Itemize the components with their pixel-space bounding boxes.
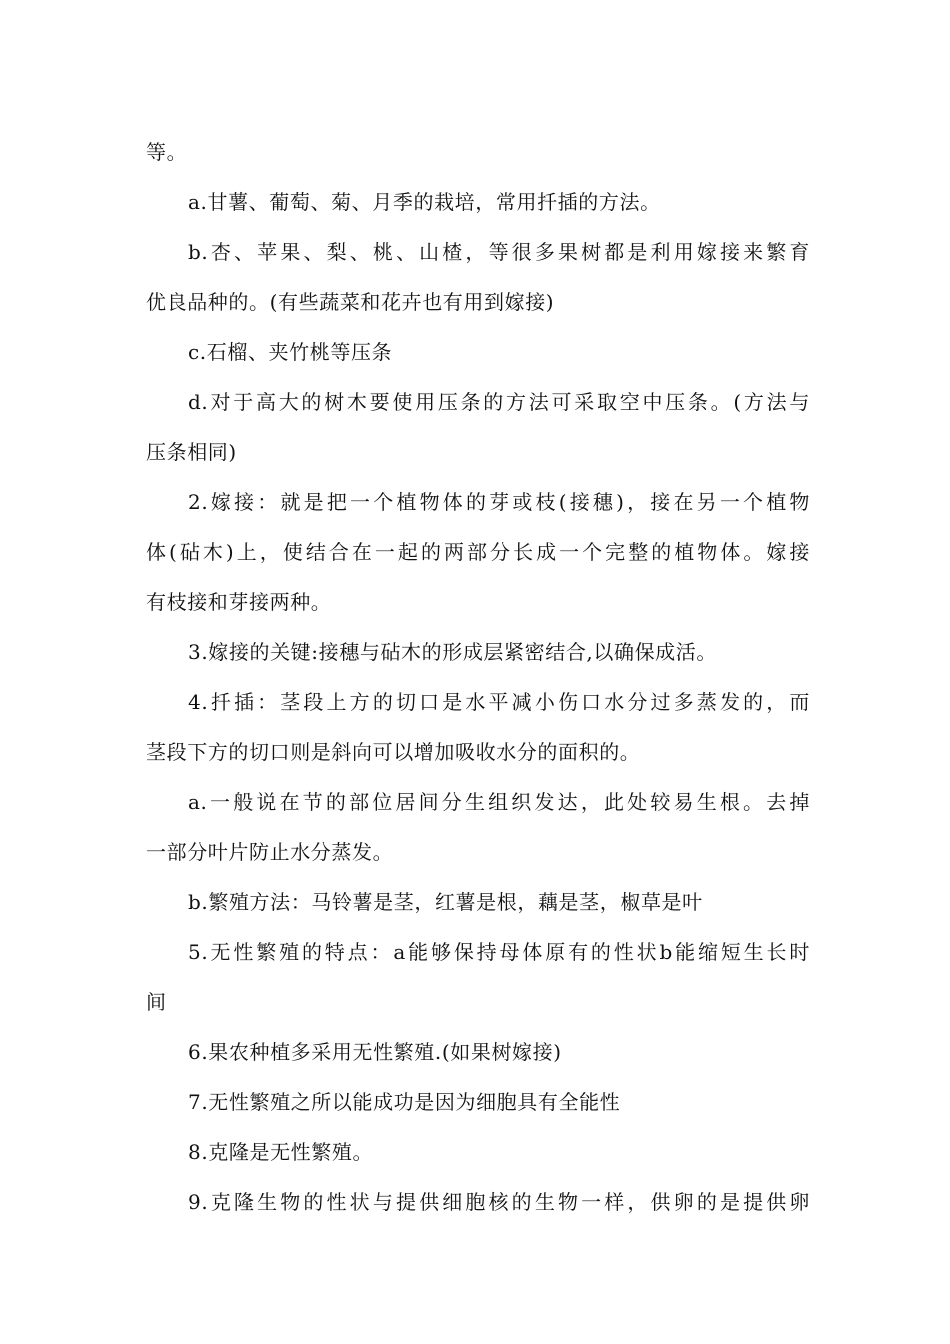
paragraph-5-features: 5.无性繁殖的特点：a能够保持母体原有的性状b能缩短生长时 — [188, 940, 810, 964]
text-line-continuation: 等。 — [146, 140, 188, 164]
list-item-d-air-layering-cont: 压条相同) — [146, 440, 237, 464]
paragraph-9: 9.克隆生物的性状与提供细胞核的生物一样，供卵的是提供卵 — [188, 1190, 810, 1214]
paragraph-4a-cont: 一部分叶片防止水分蒸发。 — [146, 840, 394, 864]
paragraph-2-grafting-end: 有枝接和芽接两种。 — [146, 590, 332, 614]
paragraph-2-grafting: 2.嫁接：就是把一个植物体的芽或枝(接穗)，接在另一个植物 — [188, 490, 810, 514]
paragraph-3-grafting-key: 3.嫁接的关键:接穗与砧木的形成层紧密结合,以确保成活。 — [188, 640, 717, 664]
paragraph-7: 7.无性繁殖之所以能成功是因为细胞具有全能性 — [188, 1090, 621, 1114]
list-item-a-cutting: a.甘薯、葡萄、菊、月季的栽培，常用扦插的方法。 — [188, 190, 661, 214]
list-item-d-air-layering: d.对于高大的树木要使用压条的方法可采取空中压条。(方法与 — [188, 390, 810, 414]
paragraph-4b: b.繁殖方法：马铃薯是茎，红薯是根，藕是茎，椒草是叶 — [188, 890, 703, 914]
paragraph-8: 8.克隆是无性繁殖。 — [188, 1140, 374, 1164]
paragraph-4-cutting-cont: 茎段下方的切口则是斜向可以增加吸收水分的面积的。 — [146, 740, 641, 764]
paragraph-4a: a.一般说在节的部位居间分生组织发达，此处较易生根。去掉 — [188, 790, 810, 814]
paragraph-6: 6.果农种植多采用无性繁殖.(如果树嫁接) — [188, 1040, 562, 1064]
paragraph-5-features-cont: 间 — [146, 990, 167, 1014]
list-item-c-layering: c.石榴、夹竹桃等压条 — [188, 340, 393, 364]
paragraph-2-grafting-cont: 体(砧木)上，使结合在一起的两部分长成一个完整的植物体。嫁接 — [146, 540, 810, 564]
list-item-b-grafting-cont: 优良品种的。(有些蔬菜和花卉也有用到嫁接) — [146, 290, 555, 314]
list-item-b-grafting: b.杏、苹果、梨、桃、山楂，等很多果树都是利用嫁接来繁育 — [188, 240, 810, 264]
paragraph-4-cutting: 4.扦插：茎段上方的切口是水平减小伤口水分过多蒸发的，而 — [188, 690, 810, 714]
